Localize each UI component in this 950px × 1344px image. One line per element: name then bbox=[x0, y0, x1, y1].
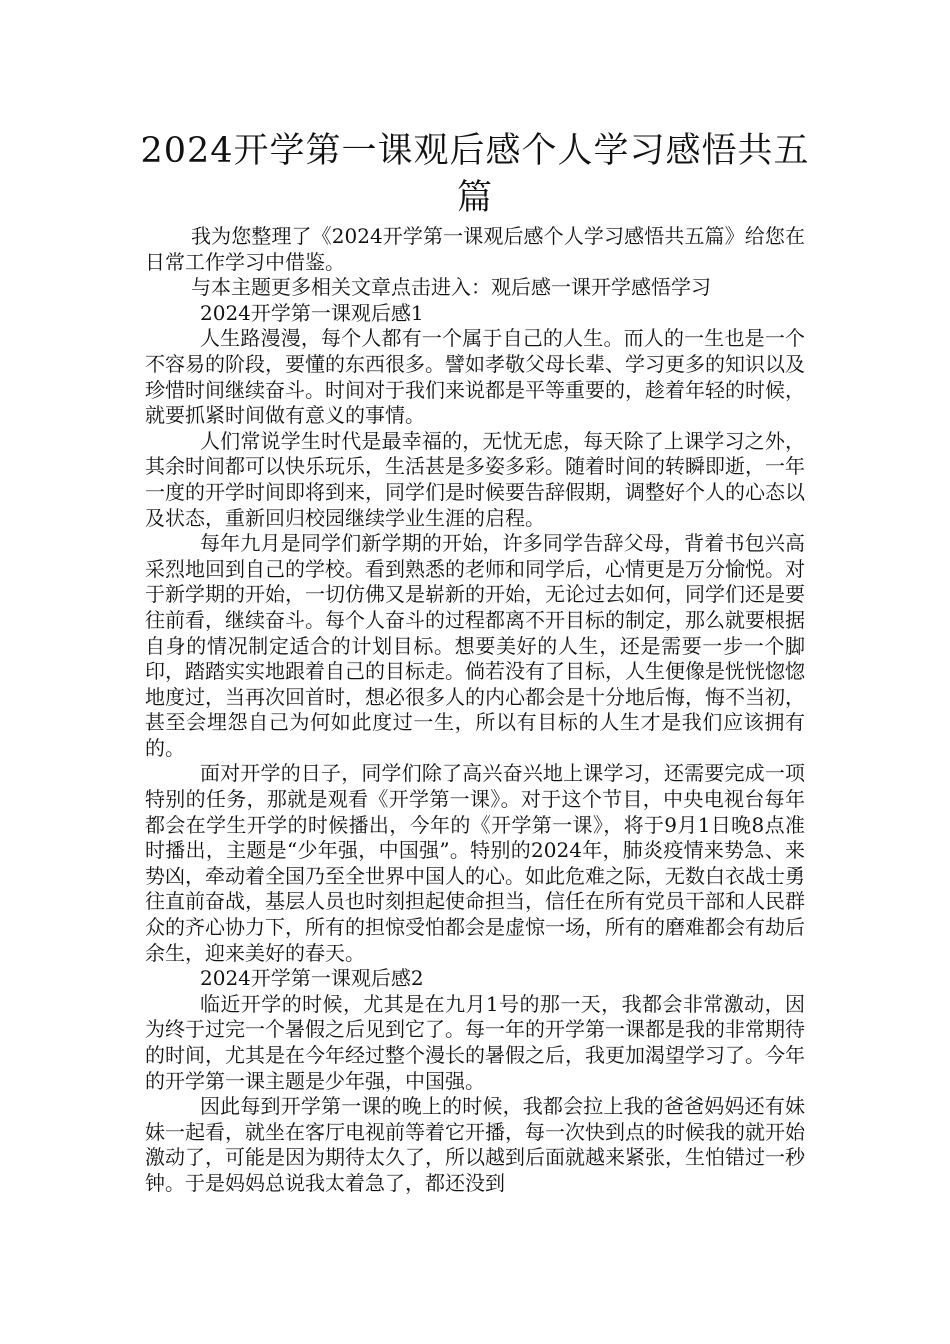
document-title: 2024开学第一课观后感个人学习感悟共五篇 bbox=[140, 131, 810, 218]
paragraph: 每年九月是同学们新学期的开始，许多同学告辞父母，背着书包兴高采烈地回到自己的学校。看到熟悉的老师和同学后，心情更是万分愉悦。对于新学期的开始，一切仿佛又是崭新的开始，无论过去如何，同学们还是要往前看，继续奋斗。每个人奋斗的过程都离不开目标的制定，那么就要根据自身的情况制定适合的计划目标。想要美好的人生，还是需要一步一个脚印，踏踏实实地跟着自己的目标走。倘若没有了目标，人生便像是恍恍惚惚地度过，当再次回首时，想必很多人的内心都会是十分地后悔，悔不当初，甚至会埋怨自己为何如此度过一生，所以有目标的人生才是我们应该拥有的。 bbox=[145, 531, 805, 760]
section-heading-2: 2024开学第一课观后感2 bbox=[200, 966, 424, 991]
paragraph: 临近开学的时候，尤其是在九月1号的那一天，我都会非常激动，因为终于过完一个暑假之后见到它了。每一年的开学第一课都是我的非常期待的时间，尤其是在今年经过整个漫长的暑假之后，我更加渴望学习了。今年的开学第一课主题是少年强，中国强。 bbox=[145, 991, 805, 1093]
paragraph: 因此每到开学第一课的晚上的时候，我都会拉上我的爸爸妈妈还有妹妹一起看，就坐在客厅电视前等着它开播，每一次快到点的时候我的就开始激动了，可能是因为期待太久了，所以越到后面就越来紧张，生怕错过一秒钟。于是妈妈总说我太着急了，都还没到 bbox=[145, 1094, 805, 1195]
intro-paragraph: 我为您整理了《2024开学第一课观后感个人学习感悟共五篇》给您在日常工作学习中借鉴。 bbox=[145, 224, 805, 274]
document-body bbox=[145, 224, 805, 1197]
paragraph: 面对开学的日子，同学们除了高兴奋兴地上课学习，还需要完成一项特别的任务，那就是观看《开学第一课》。对于这个节目，中央电视台每年都会在学生开学的时候播出，今年的《开学第一课》，将于9月1日晚8点准时播出，主题是“少年强，中国强”。特别的2024年，肺炎疫情来势急、来势凶，牵动着全国乃至全世界中国人的心。如此危难之际，无数白衣战士勇往直前奋战，基层人员也时刻担起使命担当，信任在所有党员干部和人民群众的齐心协力下，所有的担惊受怕都会是虚惊一场，所有的磨难都会有劫后余生，迎来美好的春天。 bbox=[145, 761, 805, 965]
paragraph: 人生路漫漫，每个人都有一个属于自己的人生。而人的一生也是一个不容易的阶段，要懂的东西很多。譬如孝敬父母长辈、学习更多的知识以及珍惜时间继续奋斗。时间对于我们来说都是平等重要的，趁着年轻的时候，就要抓紧时间做有意义的事情。 bbox=[145, 326, 805, 428]
paragraph: 人们常说学生时代是最幸福的，无忧无虑，每天除了上课学习之外，其余时间都可以快乐玩乐，生活甚是多姿多彩。随着时间的转瞬即逝，一年一度的开学时间即将到来，同学们是时候要告辞假期，调整好个人的心态以及状态，重新回归校园继续学业生涯的启程。 bbox=[145, 428, 805, 530]
section-heading-1: 2024开学第一课观后感1 bbox=[200, 300, 424, 325]
related-articles-link[interactable]: 与本主题更多相关文章点击进入：观后感一课开学感悟学习 bbox=[191, 275, 711, 300]
